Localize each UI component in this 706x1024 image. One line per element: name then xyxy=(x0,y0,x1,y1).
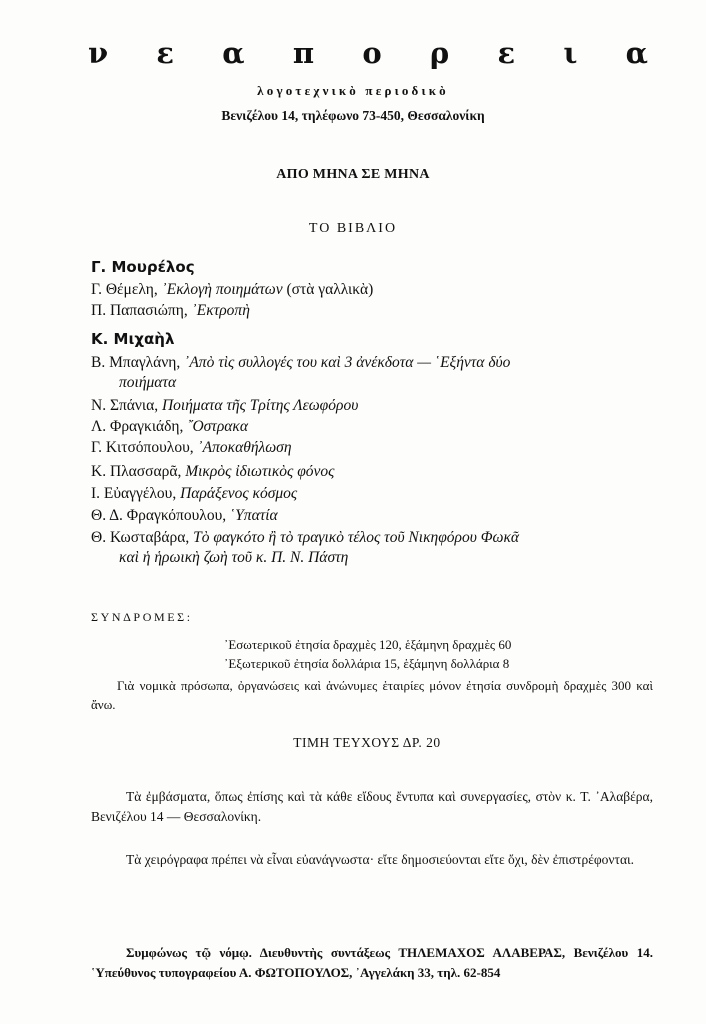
book-author: Β. Μπαγλάνη, xyxy=(91,354,185,371)
reviewer-name: Κ. Μιχαὴλ xyxy=(91,330,175,348)
book-author: Ι. Εὐαγγέλου, xyxy=(91,485,181,502)
book-entry xyxy=(91,353,510,393)
masthead-letter: α xyxy=(625,36,648,70)
imprint-footer: Συμφώνως τῷ νόμῳ. Διευθυντὴς συντάξεως ΤΗΛΕΜΑΧΟΣ ΑΛΑΒΕΡΑΣ, Βενιζέλου 14. ῾Υπεύθυνος τυπογραφείου Α. ΦΩΤΟΠΟΥΛΟΣ, ᾿Αγγελάκη 33, τηλ. 62-854 xyxy=(91,945,653,980)
manuscripts-notice: Τὰ χειρόγραφα πρέπει νὰ εἶναι εὐανάγνωστα· εἴτε δημοσιεύονται εἴτε ὄχι, δὲν ἐπιστρέφονται. xyxy=(126,852,635,867)
remittances-notice: Τὰ ἐμβάσματα, ὅπως ἐπίσης καὶ τὰ κάθε εἴδους ἔντυπα καὶ συνεργασίες, στὸν κ. Τ. ᾿Αλαβέρα, Βενιζέλου 14 — Θεσσαλονίκη. xyxy=(91,789,653,824)
domestic-subscription: ᾿Εσωτερικοῦ ἐτησία δραχμὲς 120, ἑξάμηνη δραχμὲς 60 xyxy=(224,637,512,652)
masthead-letter: α xyxy=(222,36,245,70)
legal-entities-subscription: Γιὰ νομικὰ πρόσωπα, ὀργανώσεις καὶ ἀνώνυμες ἑταιρίες μόνον ἐτησία συνδρομὴ δραχμὲς 300 καὶ ἄνω. xyxy=(91,678,653,712)
book-title: ᾿Απὸ τὶς συλλογές του καὶ 3 ἀνέκδοτα — ῾Εξήντα δύο xyxy=(184,354,511,371)
book-title-continuation: ποιήματα xyxy=(119,374,177,391)
book-title: Μικρὸς ἰδιωτικὸς φόνος xyxy=(185,463,335,480)
book-entry xyxy=(91,506,278,526)
section-title: ΑΠΟ ΜΗΝΑ ΣΕ ΜΗΝΑ xyxy=(276,167,430,182)
book-entry xyxy=(91,462,334,482)
journal-subtitle: λογοτεχνικὸ περιοδικὸ xyxy=(257,83,449,98)
masthead-letter: π xyxy=(292,36,315,70)
book-note: (στὰ γαλλικὰ) xyxy=(282,281,374,298)
book-entry xyxy=(91,396,358,416)
book-title: ῎Οστρακα xyxy=(187,418,248,435)
book-entry xyxy=(91,301,250,321)
book-entry xyxy=(91,417,248,437)
book-title-continuation: καὶ ἡ ἡρωικὴ ζωὴ τοῦ κ. Π. Ν. Πάστη xyxy=(119,549,349,566)
book-entry xyxy=(91,528,519,568)
book-author: Θ. Δ. Φραγκόπουλου, xyxy=(91,507,231,524)
book-author: Γ. Κιτσόπουλου, xyxy=(91,439,198,456)
book-title: ᾿Εκτροπὴ xyxy=(191,302,250,319)
book-author: Γ. Θέμελη, xyxy=(91,281,162,298)
masthead-letter: ν xyxy=(88,36,109,70)
foreign-subscription: ᾿Εξωτερικοῦ ἐτησία δολλάρια 15, ἑξάμηνη δολλάρια 8 xyxy=(224,656,510,671)
book-entry xyxy=(91,438,292,458)
book-title: Τὸ φαγκότο ἢ τὸ τραγικὸ τέλος τοῦ Νικηφόρου Φωκᾶ xyxy=(193,529,520,546)
book-title: ᾿Αποκαθήλωση xyxy=(197,439,292,456)
book-title: Παράξενος κόσμος xyxy=(180,485,298,502)
book-title: ᾿Εκλογὴ ποιημάτων xyxy=(161,281,283,298)
book-title: Ποιήματα τῆς Τρίτης Λεωφόρου xyxy=(161,397,359,414)
issue-price: ΤΙΜΗ ΤΕΥΧΟΥΣ ΔΡ. 20 xyxy=(293,735,441,750)
reviewer-name: Γ. Μουρέλος xyxy=(91,258,195,276)
book-author: Π. Παπασιώπη, xyxy=(91,302,192,319)
masthead-letter: ρ xyxy=(429,36,450,70)
masthead-letter: ε xyxy=(497,36,516,70)
subscriptions-heading: ΣΥΝΔΡΟΜΕΣ: xyxy=(91,610,193,624)
book-title: ῾Υπατία xyxy=(230,507,278,524)
masthead-letter: ο xyxy=(362,36,382,70)
book-author: Ν. Σπάνια, xyxy=(91,397,162,414)
masthead-letter: ε xyxy=(156,36,175,70)
journal-address: Βενιζέλου 14, τηλέφωνο 73-450, Θεσσαλονίκη xyxy=(221,108,485,123)
book-heading: ΤΟ ΒΙΒΛΙΟ xyxy=(308,221,398,236)
book-author: Θ. Κωσταβάρα, xyxy=(91,529,194,546)
book-entry xyxy=(91,280,373,300)
book-author: Κ. Πλασσαρᾶ, xyxy=(91,463,186,480)
masthead-letter: ι xyxy=(563,36,578,70)
masthead-title xyxy=(88,36,648,70)
book-author: Λ. Φραγκιάδη, xyxy=(91,418,188,435)
book-entry xyxy=(91,484,297,504)
